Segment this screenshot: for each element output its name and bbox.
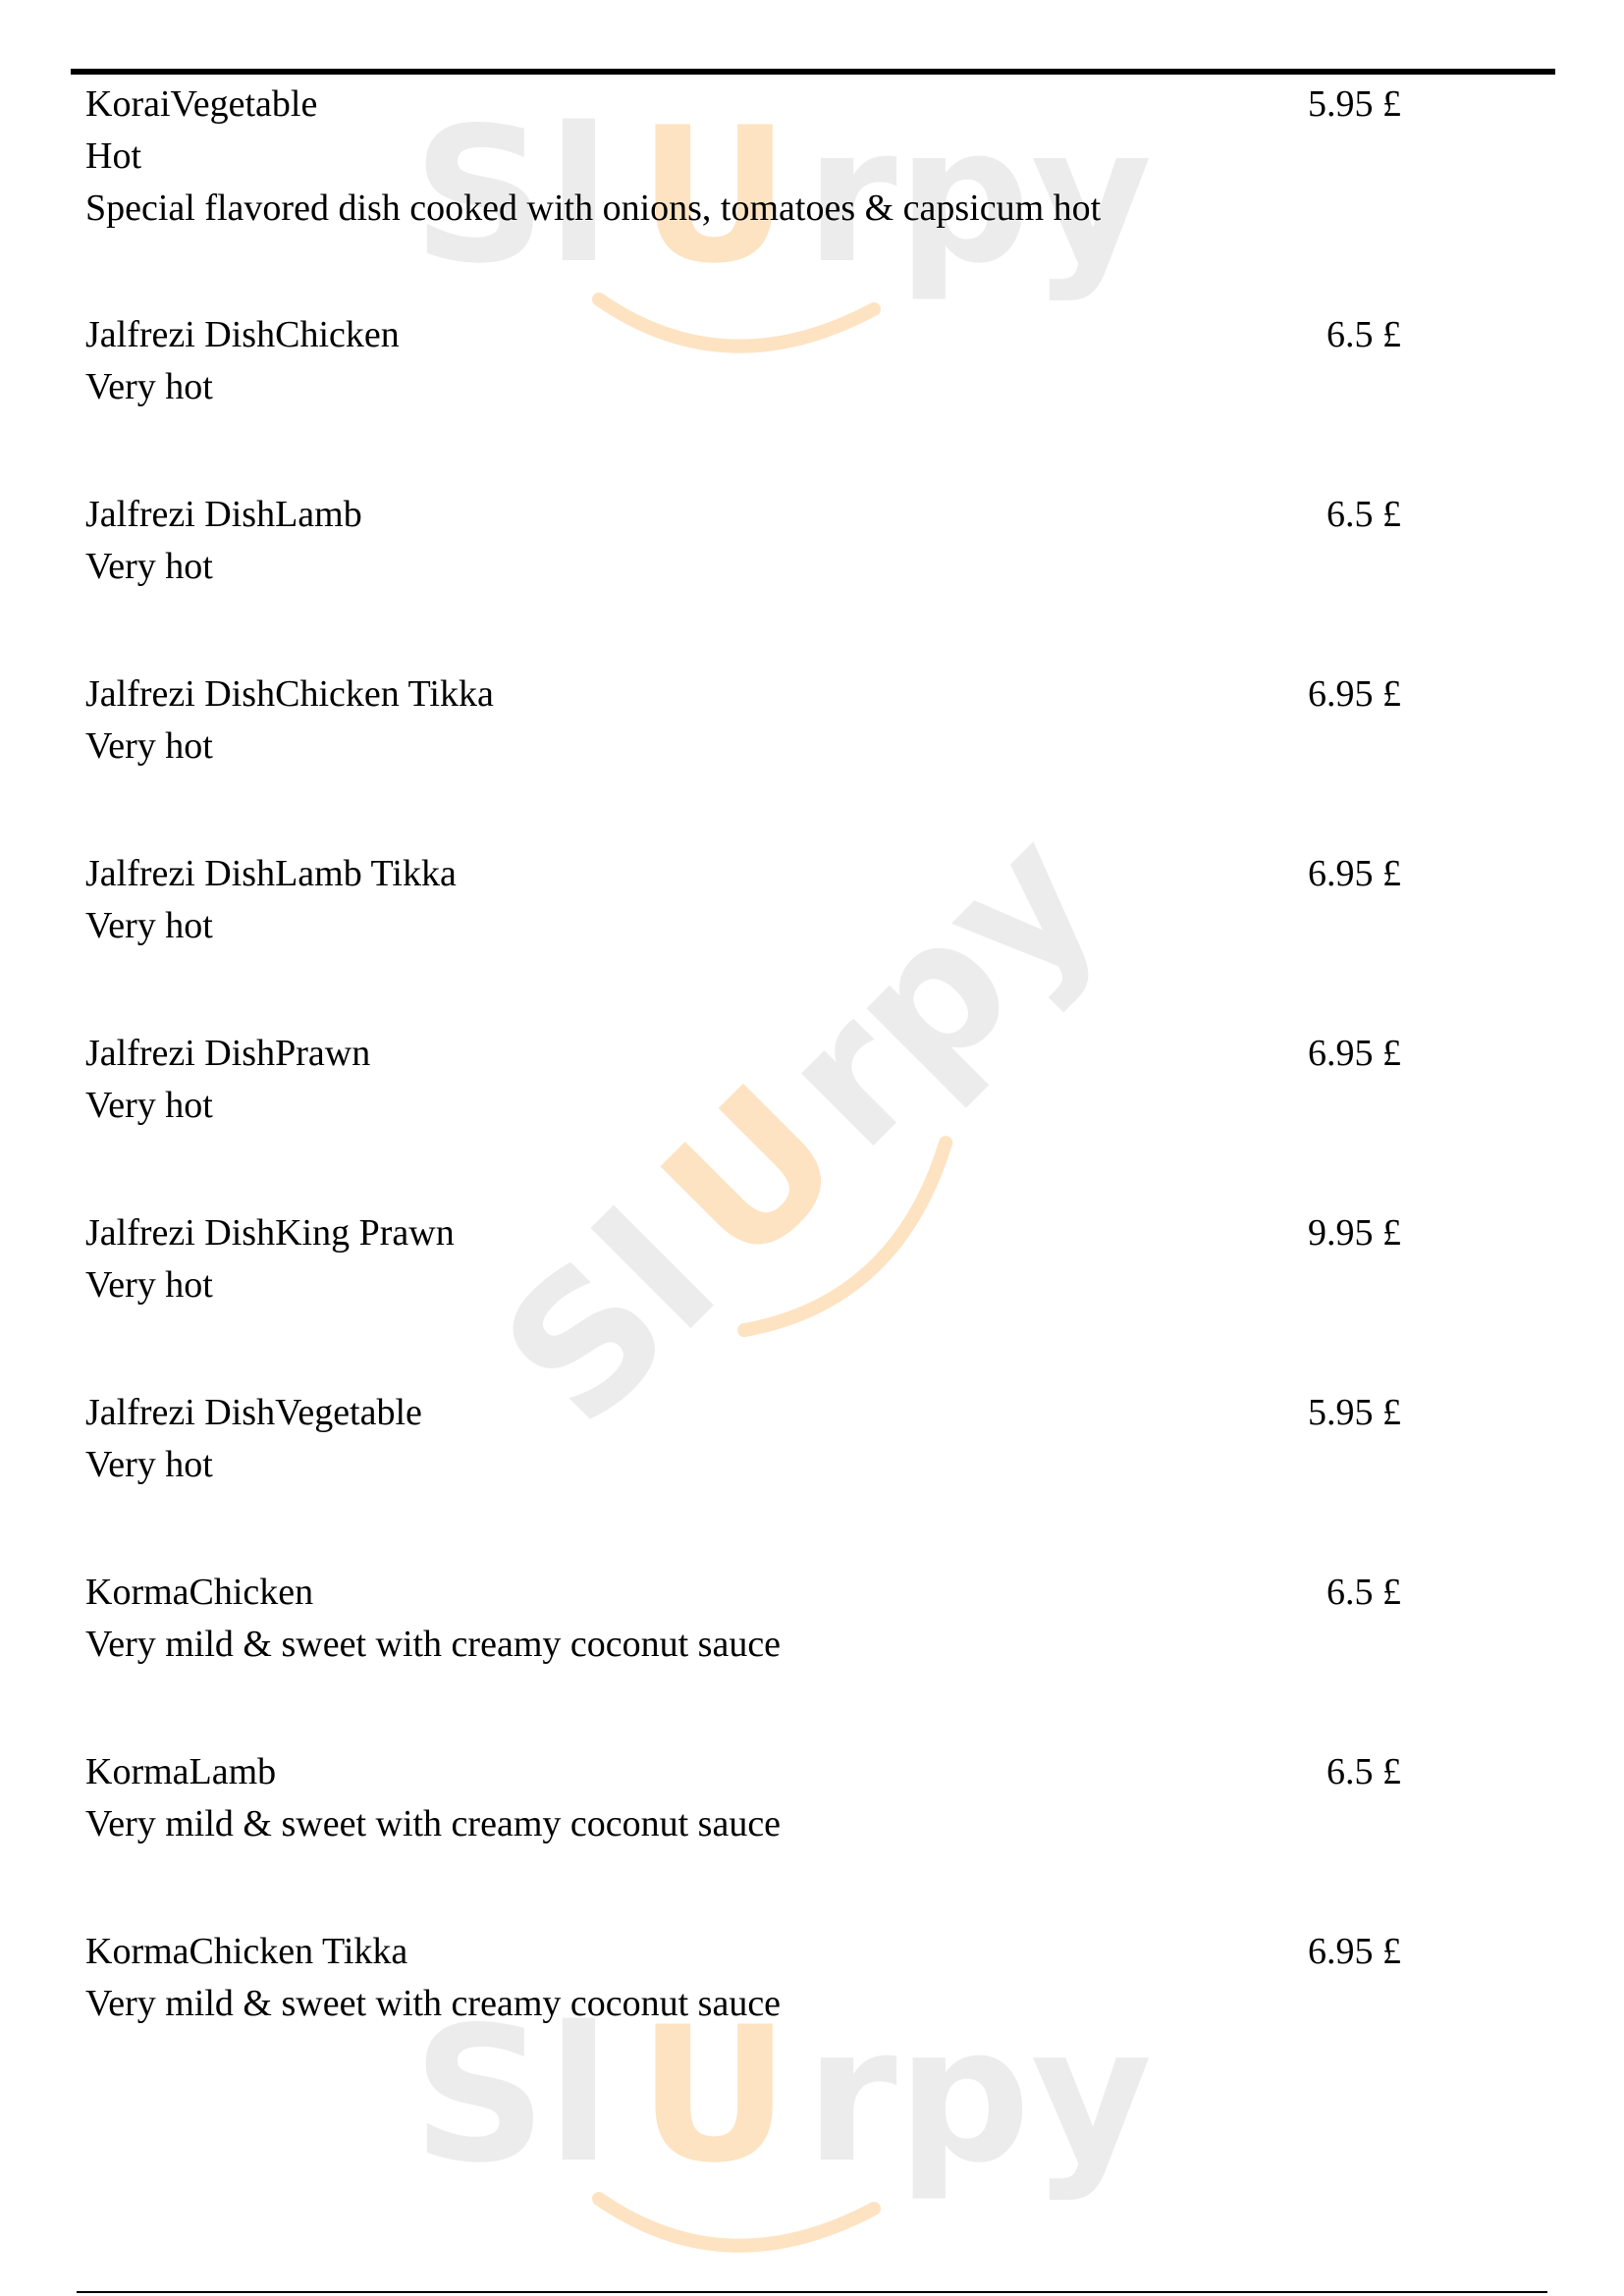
menu-item bbox=[85, 489, 1401, 593]
wm-bot-sl: Sl bbox=[412, 1987, 611, 2204]
item-description: Special flavored dish cooked with onions, tomatoes & capsicum hot bbox=[85, 187, 1102, 229]
menu-item bbox=[85, 1028, 1401, 1132]
item-price: 9.95 £ bbox=[1308, 1212, 1401, 1254]
item-description: Very mild & sweet with creamy coconut sauce bbox=[85, 1803, 782, 1844]
item-price: 6.95 £ bbox=[1308, 1033, 1401, 1074]
item-description: Very hot bbox=[85, 905, 213, 946]
item-description: Very hot bbox=[85, 1264, 213, 1306]
menu-item bbox=[85, 1567, 1401, 1671]
wm-mid-rpy: rpy bbox=[739, 788, 1140, 1189]
item-heat: Hot bbox=[85, 135, 141, 177]
item-price: 6.5 £ bbox=[1326, 314, 1401, 355]
item-price: 6.95 £ bbox=[1308, 853, 1401, 894]
item-name: Jalfrezi DishVegetable bbox=[85, 1392, 422, 1433]
wm-mid-sl: Sl bbox=[461, 1171, 757, 1466]
item-price: 6.5 £ bbox=[1326, 1751, 1401, 1792]
item-name: Jalfrezi DishLamb Tikka bbox=[85, 853, 457, 894]
item-price: 6.95 £ bbox=[1308, 1931, 1401, 1972]
menu-item bbox=[85, 1926, 1401, 2030]
menu-item bbox=[85, 1746, 1401, 1850]
item-description: Very hot bbox=[85, 366, 213, 407]
item-price: 6.5 £ bbox=[1326, 1572, 1401, 1613]
item-name: Jalfrezi DishPrawn bbox=[85, 1033, 371, 1074]
item-price: 6.95 £ bbox=[1308, 673, 1401, 715]
item-price: 5.95 £ bbox=[1308, 1392, 1401, 1433]
wm-top-rpy: rpy bbox=[805, 87, 1153, 304]
menu-item bbox=[85, 309, 1401, 413]
item-description: Very hot bbox=[85, 546, 213, 587]
item-name: Jalfrezi DishChicken Tikka bbox=[85, 673, 494, 715]
top-rule bbox=[71, 69, 1555, 75]
wm-top-sl: Sl bbox=[412, 87, 611, 304]
menu-item bbox=[85, 1207, 1401, 1311]
item-description: Very hot bbox=[85, 1444, 213, 1485]
item-description: Very hot bbox=[85, 725, 213, 767]
item-name: Jalfrezi DishLamb bbox=[85, 494, 362, 535]
menu-item bbox=[85, 668, 1401, 773]
item-name: Jalfrezi DishKing Prawn bbox=[85, 1212, 455, 1254]
item-price: 6.5 £ bbox=[1326, 494, 1401, 535]
item-description: Very hot bbox=[85, 1085, 213, 1126]
item-name: KormaChicken Tikka bbox=[85, 1931, 408, 1972]
wm-mid-u: U bbox=[622, 1044, 884, 1307]
menu-item bbox=[85, 1387, 1401, 1491]
item-description: Very mild & sweet with creamy coconut sauce bbox=[85, 1983, 782, 2024]
menu-item bbox=[85, 79, 1401, 235]
item-name: KoraiVegetable bbox=[85, 83, 318, 125]
menu-item bbox=[85, 848, 1401, 952]
item-price: 5.95 £ bbox=[1308, 83, 1401, 125]
item-name: KormaChicken bbox=[85, 1572, 314, 1613]
item-description: Very mild & sweet with creamy coconut sauce bbox=[85, 1624, 782, 1665]
bottom-rule bbox=[77, 2291, 1547, 2293]
item-name: KormaLamb bbox=[85, 1751, 277, 1792]
wm-bot-u: U bbox=[638, 1987, 790, 2204]
item-name: Jalfrezi DishChicken bbox=[85, 314, 400, 355]
wm-top-u: U bbox=[638, 87, 790, 304]
wm-bot-smile bbox=[599, 2199, 874, 2246]
wm-bot-rpy: rpy bbox=[805, 1987, 1153, 2204]
